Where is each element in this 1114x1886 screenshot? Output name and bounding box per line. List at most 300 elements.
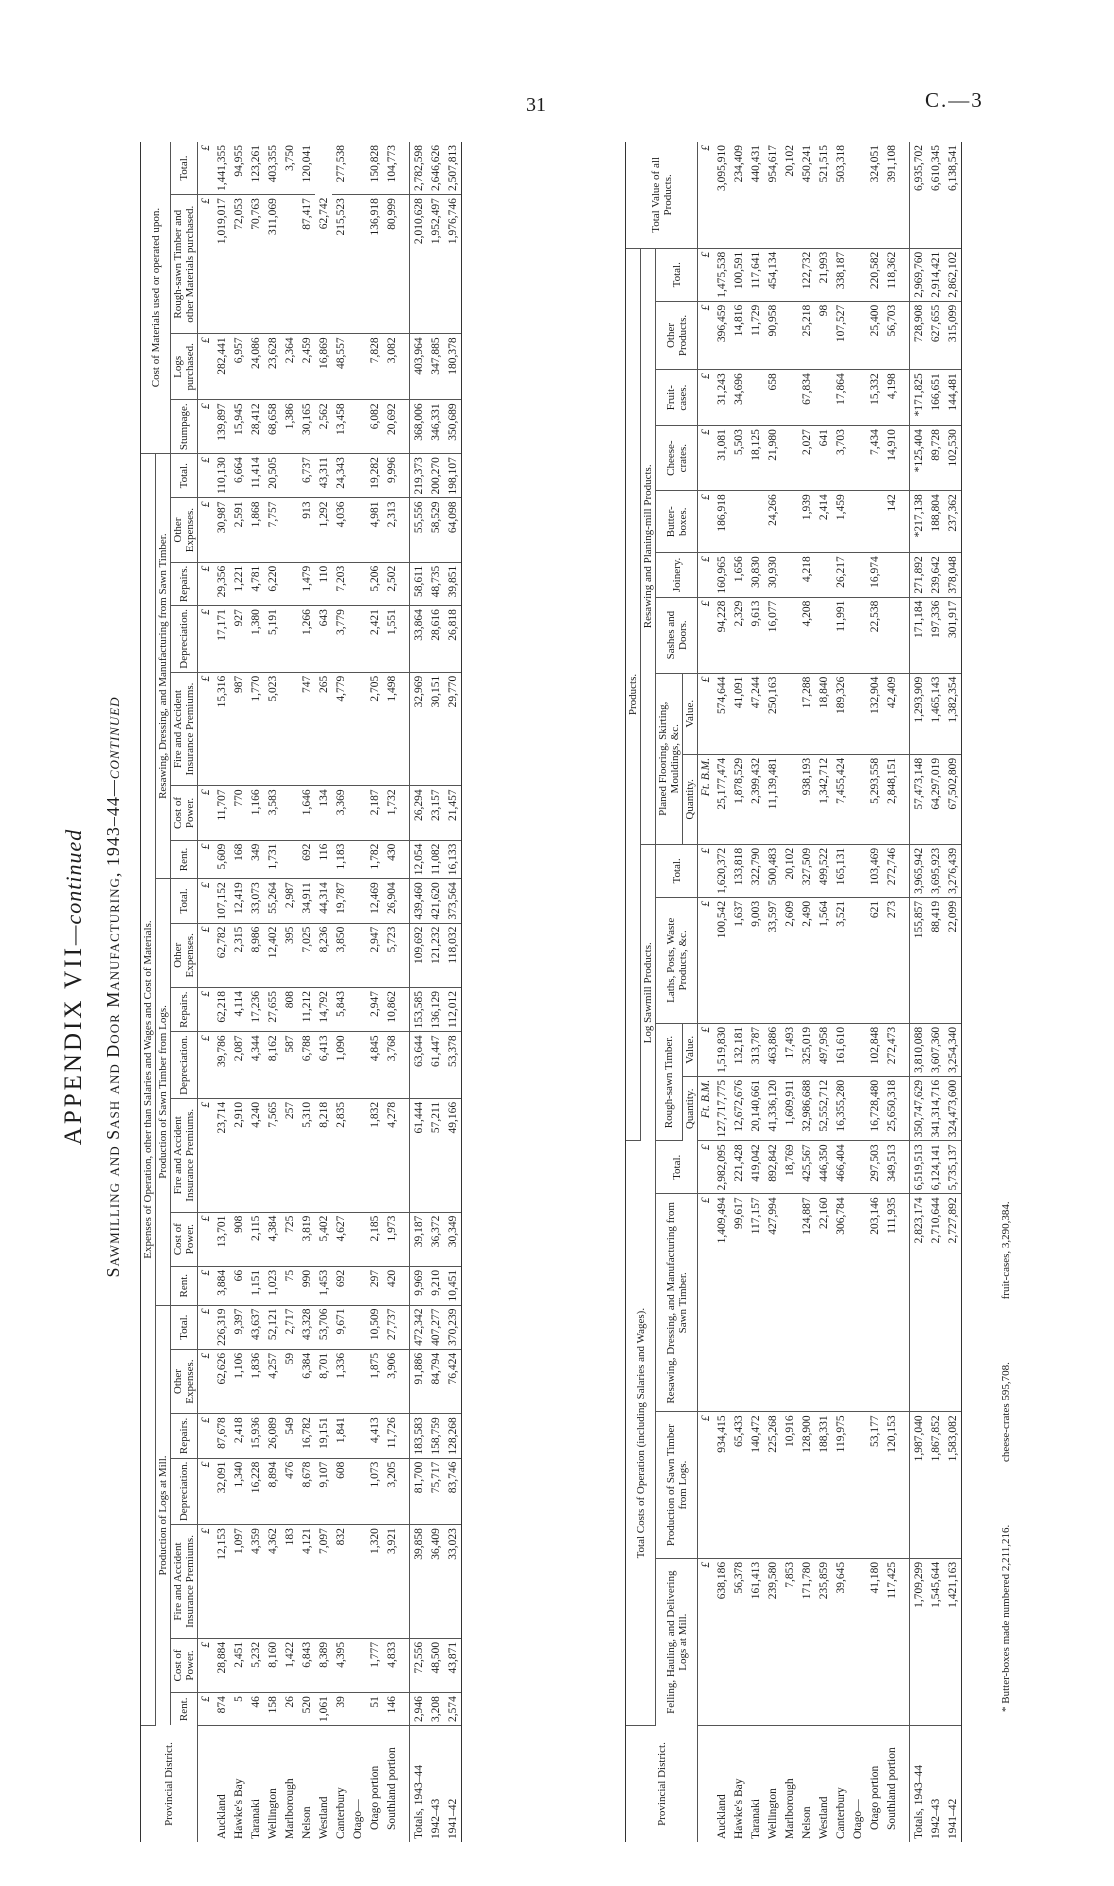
cell: 587 <box>281 1032 298 1099</box>
cell: 1,875 <box>366 1349 383 1413</box>
table-row <box>366 142 383 1842</box>
cell: 144,481 <box>944 370 962 426</box>
unit-cell: Ft. B.M. <box>698 754 714 844</box>
unit-cell: £ <box>698 1412 714 1558</box>
cell: 2,185 <box>366 1212 383 1266</box>
rotated-sheet <box>25 112 1055 1862</box>
cell: 2,727,892 <box>944 1194 962 1412</box>
gap-cell <box>900 754 910 844</box>
cell: 2,414 <box>815 491 832 553</box>
cell: 23,628 <box>264 334 281 400</box>
col-rough-value: Value. <box>683 1023 698 1076</box>
cell: 87,678 <box>213 1414 230 1458</box>
cell: 1,732 <box>383 786 400 840</box>
cell: 938,193 <box>798 754 815 844</box>
cell: 2,717 <box>281 1305 298 1349</box>
cell: 257 <box>281 1098 298 1212</box>
unit-cell: £ <box>198 923 214 987</box>
cell: 1,023 <box>264 1266 281 1305</box>
cell: 53,378 <box>444 1032 462 1099</box>
cell: 8,162 <box>264 1032 281 1099</box>
cell: 31,081 <box>713 426 730 491</box>
costcol-3: Total. <box>171 142 198 195</box>
cell: 15,945 <box>230 400 247 454</box>
cell: 466,404 <box>832 1141 849 1194</box>
cell: 440,431 <box>747 142 764 248</box>
cell: 499,522 <box>815 844 832 897</box>
row-district: Otago portion <box>868 1765 881 1830</box>
cell: 124,887 <box>798 1194 815 1412</box>
cell: 5,023 <box>264 672 281 786</box>
gap-cell <box>400 1726 410 1843</box>
row-district: 1941–42 <box>944 1726 962 1843</box>
cell: 20,692 <box>383 400 400 454</box>
blank-cell <box>349 454 366 498</box>
cell: 110,130 <box>213 454 230 498</box>
cell: 155,857 <box>910 897 928 1023</box>
cell: 2,591 <box>230 498 247 562</box>
cell: 12,419 <box>230 879 247 923</box>
cell: 450,241 <box>798 142 815 248</box>
row-district: Westland <box>817 1796 830 1839</box>
cell: 198,107 <box>444 454 462 498</box>
gap-cell <box>900 597 910 673</box>
unit-cell: £ <box>698 597 714 673</box>
cell: 1,939 <box>798 491 815 553</box>
blank-cell <box>349 923 366 987</box>
cell: 3,768 <box>383 1032 400 1099</box>
cell: 3,095,910 <box>713 142 730 248</box>
cell: 282,441 <box>213 334 230 400</box>
cell: 1,564 <box>815 897 832 1023</box>
cell: 12,469 <box>366 879 383 923</box>
cell: 627,655 <box>927 301 944 369</box>
cell: 8,160 <box>264 1638 281 1692</box>
col-total-value: Total Value of all Products. <box>626 142 698 248</box>
blank-cell <box>849 597 866 673</box>
blank-cell <box>349 672 366 786</box>
cell: 197,336 <box>927 597 944 673</box>
cell: 1,336 <box>332 1349 349 1413</box>
cell: 21,993 <box>815 248 832 301</box>
cell: 53,177 <box>866 1412 883 1558</box>
cell: 2,459 <box>298 334 315 400</box>
blank-cell <box>849 897 866 1023</box>
cell: 297 <box>366 1266 383 1305</box>
cell: 22,099 <box>944 897 962 1023</box>
cell: 500,483 <box>764 844 781 897</box>
gap-cell <box>400 672 410 786</box>
cell: 136,129 <box>427 987 444 1031</box>
col-cheese: Cheese-crates. <box>656 426 698 491</box>
cell: 33,073 <box>247 879 264 923</box>
cell: 1,293,909 <box>910 673 928 754</box>
gap-cell <box>900 673 910 754</box>
cell: 325,019 <box>798 1023 815 1076</box>
cell: 62,218 <box>213 987 230 1031</box>
cell: 139,897 <box>213 400 230 454</box>
cell <box>281 840 298 879</box>
cell: 987 <box>230 672 247 786</box>
cell: 16,974 <box>866 553 883 597</box>
cell: 62,782 <box>213 923 230 987</box>
subcol-0-1: Cost of Power. <box>171 1638 198 1692</box>
table-row <box>730 142 747 1842</box>
cell: 3,921 <box>383 1525 400 1639</box>
subcol-2-0: Rent. <box>171 840 198 879</box>
blank-cell <box>849 1194 866 1412</box>
blank-cell <box>349 334 366 400</box>
cell: 2,969,760 <box>910 248 928 301</box>
cell: 832 <box>332 1525 349 1639</box>
cell: 1,266 <box>298 606 315 673</box>
cell: 1,441,355 <box>213 142 230 195</box>
cell: 3,965,942 <box>910 844 928 897</box>
cell: 11,707 <box>213 786 230 840</box>
cell: 4,036 <box>332 498 349 562</box>
cell: 109,692 <box>410 923 428 987</box>
table-row <box>832 142 849 1842</box>
cell: 11,726 <box>383 1414 400 1458</box>
section-title-text: Sawmilling and Sash and Door Manufacturing, 1943–44 <box>103 796 123 1278</box>
cell: 425,567 <box>798 1141 815 1194</box>
row-district: Wellington <box>266 1788 279 1839</box>
totals-row <box>927 142 944 1842</box>
cell: 2,399,432 <box>747 754 764 844</box>
cell: 16,782 <box>298 1414 315 1458</box>
cell: 3,276,439 <box>944 844 962 897</box>
cell: 1,409,494 <box>713 1194 730 1412</box>
cell: 49,166 <box>444 1098 462 1212</box>
cell: 9,397 <box>230 1305 247 1349</box>
cell: 70,763 <box>247 195 264 334</box>
group-sawn-timber: Production of Sawn Timber from Logs. <box>156 879 171 1305</box>
cell: 1,382,354 <box>944 673 962 754</box>
cell: 30,349 <box>444 1212 462 1266</box>
cell: 1,709,299 <box>910 1558 928 1725</box>
unit-cell: £ <box>198 1693 214 1726</box>
blank-cell <box>349 1525 366 1639</box>
cell: 171,184 <box>910 597 928 673</box>
unit-cell: £ <box>198 606 214 673</box>
cell: 43,871 <box>444 1638 462 1692</box>
cell: 350,689 <box>444 400 462 454</box>
cell: 25,218 <box>798 301 815 369</box>
col-production: Production of Sawn Timber from Logs. <box>656 1412 698 1558</box>
cell: 4,198 <box>883 370 900 426</box>
cell: 34,911 <box>298 879 315 923</box>
row-district: Southland portion <box>385 1747 398 1830</box>
cell: 17,864 <box>832 370 849 426</box>
cell: 2,115 <box>247 1212 264 1266</box>
cell: 30,930 <box>764 553 781 597</box>
gap-cell <box>900 1076 910 1141</box>
cell: 10,451 <box>444 1266 462 1305</box>
subcol-0-0: Rent. <box>171 1693 198 1726</box>
cell: 4,208 <box>798 597 815 673</box>
row-district: Marlborough <box>783 1778 796 1839</box>
col-district: Provincial District. <box>141 1726 198 1843</box>
blank-cell <box>849 754 866 844</box>
cell: 62,742 <box>315 195 332 334</box>
cell: 12,402 <box>264 923 281 987</box>
header-cost-materials: Cost of Materials used or operated upon. <box>141 142 171 454</box>
cell: 158 <box>264 1693 281 1726</box>
appendix-title-text: APPENDIX VII <box>60 945 87 1146</box>
cell: 520 <box>298 1693 315 1726</box>
cell: 990 <box>298 1266 315 1305</box>
cell: 11,729 <box>747 301 764 369</box>
unit-cell: £ <box>698 844 714 897</box>
gap-cell <box>900 1141 910 1194</box>
group-logs-mill: Production of Logs at Mill. <box>156 1305 171 1725</box>
cell: 349,513 <box>883 1141 900 1194</box>
cell: 3,906 <box>383 1349 400 1413</box>
cell: 4,359 <box>247 1525 264 1639</box>
gap-cell <box>900 142 910 248</box>
table-row <box>281 142 298 1842</box>
cell: 7,757 <box>264 498 281 562</box>
cell: 57,211 <box>427 1098 444 1212</box>
cell <box>730 491 747 553</box>
table-row <box>866 142 883 1842</box>
blank-cell <box>349 1305 366 1349</box>
table2-body <box>698 142 962 1842</box>
cell: 120,153 <box>883 1412 900 1558</box>
row-district: Marlborough <box>283 1778 296 1839</box>
cell: 107,527 <box>832 301 849 369</box>
cell: 20,505 <box>264 454 281 498</box>
cell <box>281 672 298 786</box>
cell <box>781 597 798 673</box>
gap-cell <box>400 840 410 879</box>
col-district-2: Provincial District. <box>626 1726 698 1843</box>
blank-cell <box>849 491 866 553</box>
cell: 32,969 <box>410 672 428 786</box>
blank-cell <box>349 606 366 673</box>
cell: 7,025 <box>298 923 315 987</box>
otago-label: Otago— <box>851 1799 864 1839</box>
cell: 2,507,813 <box>444 142 462 195</box>
cell: 521,515 <box>815 142 832 248</box>
col-planed: Planed Flooring, Skirting, Mouldings, &c. <box>656 673 683 844</box>
cell: 1,183 <box>332 840 349 879</box>
cell: 27,655 <box>264 987 281 1031</box>
cell: 2,947 <box>366 987 383 1031</box>
cell: 3,082 <box>383 334 400 400</box>
cell: 608 <box>332 1458 349 1525</box>
table-row <box>230 142 247 1842</box>
cell: 203,146 <box>866 1194 883 1412</box>
cell <box>781 301 798 369</box>
totals-row <box>910 142 928 1842</box>
cell: 39,786 <box>213 1032 230 1099</box>
cell: 14,816 <box>730 301 747 369</box>
cell: 4,362 <box>264 1525 281 1639</box>
cell: 1,340 <box>230 1458 247 1525</box>
cell: 6,138,541 <box>944 142 962 248</box>
row-district: Wellington <box>766 1788 779 1839</box>
cell <box>281 454 298 498</box>
unit-cell: £ <box>198 1638 214 1692</box>
cell: 89,728 <box>927 426 944 491</box>
cell: 57,473,148 <box>910 754 928 844</box>
cell: 146 <box>383 1693 400 1726</box>
cell: 188,331 <box>815 1412 832 1558</box>
cell: 497,958 <box>815 1023 832 1076</box>
cell: 26 <box>281 1693 298 1726</box>
cell: 349 <box>247 840 264 879</box>
cell: 22,160 <box>815 1194 832 1412</box>
cell: 370,239 <box>444 1305 462 1349</box>
cell: 4,395 <box>332 1638 349 1692</box>
cell <box>781 1194 798 1412</box>
table-row <box>315 142 332 1842</box>
cell: 1,987,040 <box>910 1412 928 1558</box>
cell: 6,788 <box>298 1032 315 1099</box>
cell: 4,981 <box>366 498 383 562</box>
cell: 301,917 <box>944 597 962 673</box>
cell: 5,609 <box>213 840 230 879</box>
cell: 4,781 <box>247 562 264 605</box>
cell: 472,342 <box>410 1305 428 1349</box>
cell: 235,859 <box>815 1558 832 1725</box>
cell: 643 <box>315 606 332 673</box>
blank-cell <box>349 879 366 923</box>
cell: 1,832 <box>366 1098 383 1212</box>
cell: 94,955 <box>230 142 247 195</box>
cell: 15,316 <box>213 672 230 786</box>
cell: 2,562 <box>315 400 332 454</box>
cell: 171,780 <box>798 1558 815 1725</box>
cell: 5,293,558 <box>866 754 883 844</box>
cell: 2,418 <box>230 1414 247 1458</box>
cell: 16,228 <box>247 1458 264 1525</box>
cell <box>281 606 298 673</box>
cell: 200,270 <box>427 454 444 498</box>
unit-cell: £ <box>198 1266 214 1305</box>
section-title-suffix: —continued <box>103 696 123 797</box>
cell: 250,163 <box>764 673 781 754</box>
cell: 153,585 <box>410 987 428 1031</box>
blank-cell <box>349 987 366 1031</box>
cell: 134 <box>315 786 332 840</box>
cell: *171,825 <box>910 370 928 426</box>
cell: 892,842 <box>764 1141 781 1194</box>
cell: 24,266 <box>764 491 781 553</box>
subcol-1-1: Cost of Power. <box>171 1212 198 1266</box>
gap-cell <box>400 1098 410 1212</box>
page-number: 31 <box>526 94 546 116</box>
cell: 26,217 <box>832 553 849 597</box>
subcol-2-3: Depreciation. <box>171 606 198 673</box>
row-district: Nelson <box>300 1806 313 1839</box>
blank-cell <box>349 195 366 334</box>
cell: 132,904 <box>866 673 883 754</box>
cell <box>815 597 832 673</box>
cell: 22,538 <box>866 597 883 673</box>
cell: 621 <box>866 897 883 1023</box>
cell: 6,610,345 <box>927 142 944 248</box>
group-resawing: Resawing, Dressing, and Manufacturing from Sawn Timber. <box>156 454 171 879</box>
cell: 64,098 <box>444 498 462 562</box>
cell <box>281 562 298 605</box>
cell <box>883 597 900 673</box>
cell: 61,447 <box>427 1032 444 1099</box>
cell: 27,737 <box>383 1305 400 1349</box>
row-district: Taranaki <box>749 1798 762 1839</box>
cell: 2,823,174 <box>910 1194 928 1412</box>
cell: 271,892 <box>910 553 928 597</box>
unit-cell: £ <box>198 672 214 786</box>
unit-cell: £ <box>698 142 714 248</box>
gap-cell <box>400 142 410 195</box>
cell: 7,203 <box>332 562 349 605</box>
cell: 1,422 <box>281 1638 298 1692</box>
cell: 33,023 <box>444 1525 462 1639</box>
table-row <box>798 142 815 1842</box>
cell: 55,556 <box>410 498 428 562</box>
cell: 7,455,424 <box>832 754 849 844</box>
cell: 9,671 <box>332 1305 349 1349</box>
blank-cell <box>349 562 366 605</box>
unit-cell: £ <box>198 1414 214 1458</box>
cell: 549 <box>281 1414 298 1458</box>
unit-cell: £ <box>198 786 214 840</box>
cell: 5,206 <box>366 562 383 605</box>
cell: 117,641 <box>747 248 764 301</box>
cell: 2,027 <box>798 426 815 491</box>
cell <box>281 498 298 562</box>
blank-cell <box>349 400 366 454</box>
cell: 19,151 <box>315 1414 332 1458</box>
cell <box>781 370 798 426</box>
cell: 454,134 <box>764 248 781 301</box>
blank-cell <box>349 1414 366 1458</box>
cell: 62,626 <box>213 1349 230 1413</box>
cell: 103,469 <box>866 844 883 897</box>
totals-row <box>944 142 962 1842</box>
cell: 128,900 <box>798 1412 815 1558</box>
blank-cell <box>849 426 866 491</box>
cell: 12,672,676 <box>730 1076 747 1141</box>
cell: 322,790 <box>747 844 764 897</box>
cell: 102,530 <box>944 426 962 491</box>
cell: 51 <box>366 1693 383 1726</box>
cell: 98 <box>815 301 832 369</box>
unit-cell: £ <box>198 1305 214 1349</box>
cell: 56,378 <box>730 1558 747 1725</box>
blank-cell <box>349 1638 366 1692</box>
cell: 1,090 <box>332 1032 349 1099</box>
cell: 3,703 <box>832 426 849 491</box>
gap-cell <box>400 334 410 400</box>
costcol-1: Logs purchased. <box>171 334 198 400</box>
row-district: Taranaki <box>249 1798 262 1839</box>
cell: 1,459 <box>832 491 849 553</box>
cell: 20,102 <box>781 142 798 248</box>
cell: 136,918 <box>366 195 383 334</box>
gap-cell <box>400 1212 410 1266</box>
cell: 5,310 <box>298 1098 315 1212</box>
col-planed-quantity: Quantity. <box>683 754 698 844</box>
cell: 8,986 <box>247 923 264 987</box>
cell: 908 <box>230 1212 247 1266</box>
cell: 692 <box>298 840 315 879</box>
costcol-0: Stumpage. <box>171 400 198 454</box>
cell: 4,278 <box>383 1098 400 1212</box>
totals-row <box>427 142 444 1842</box>
